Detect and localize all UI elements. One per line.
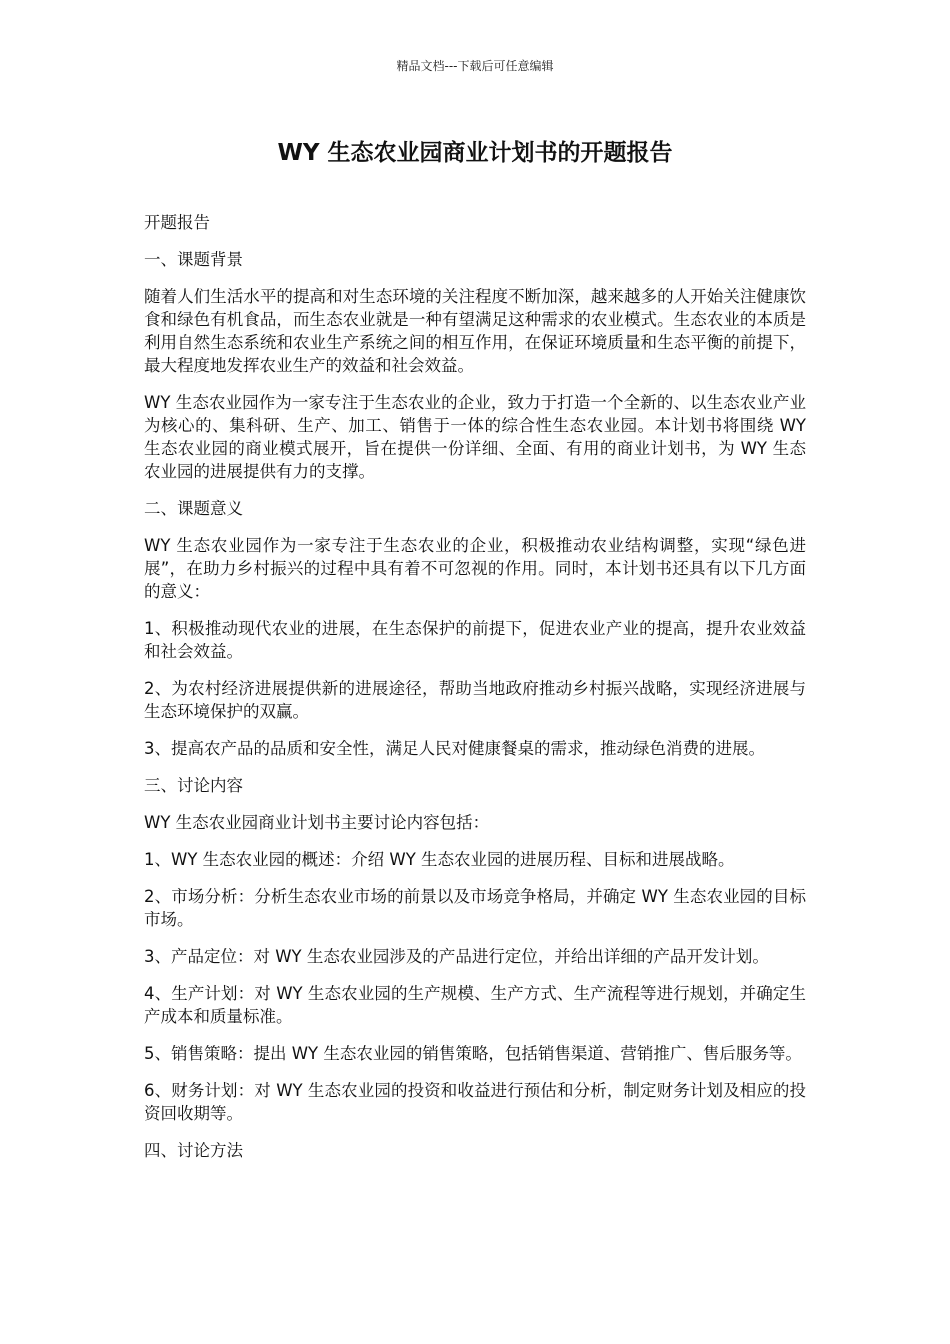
header-note: 精品文档---下载后可任意编辑 <box>396 59 554 73</box>
section-heading-significance: 二、课题意义 <box>144 499 243 518</box>
list-item: 5、销售策略：提出 WY 生态农业园的销售策略，包括销售渠道、营销推广、售后服务等。 <box>144 1044 802 1063</box>
list-item: 2、为农村经济进展提供新的进展途径，帮助当地政府推动乡村振兴战略，实现经济进展与生态环境保护的双赢。 <box>144 679 806 721</box>
paragraph: 随着人们生活水平的提高和对生态环境的关注程度不断加深，越来越多的人开始关注健康饮食和绿色有机食品，而生态农业就是一种有望满足这种需求的农业模式。生态农业的本质是利用自然生态系统和农业生产系统之间的相互作用，在保证环境质量和生态平衡的前提下，最大程度地发挥农业生产的效益和社会效益。 <box>144 287 806 375</box>
list-item: 3、提高农产品的品质和安全性，满足人民对健康餐桌的需求，推动绿色消费的进展。 <box>144 739 765 758</box>
list-item: 3、产品定位：对 WY 生态农业园涉及的产品进行定位，并给出详细的产品开发计划。 <box>144 947 769 966</box>
paragraph: WY 生态农业园作为一家专注于生态农业的企业，致力于打造一个全新的、以生态农业产业为核心的、集科研、生产、加工、销售于一体的综合性生态农业园。本计划书将围绕 WY 生态农业园的商业模式展开，旨在提供一份详细、全面、有用的商业计划书，为 WY 生态农业园的进展提供有力的支撑。 <box>144 393 806 481</box>
list-item: 1、WY 生态农业园的概述：介绍 WY 生态农业园的进展历程、目标和进展战略。 <box>144 850 735 869</box>
list-item: 4、生产计划：对 WY 生态农业园的生产规模、生产方式、生产流程等进行规划，并确定生产成本和质量标准。 <box>144 984 806 1026</box>
section-heading-methods: 四、讨论方法 <box>144 1141 243 1160</box>
list-item: 2、市场分析：分析生态农业市场的前景以及市场竞争格局，并确定 WY 生态农业园的目标市场。 <box>144 887 806 929</box>
document-body <box>144 211 806 1176</box>
section-heading-content: 三、讨论内容 <box>144 776 243 795</box>
paragraph-report-label: 开题报告 <box>144 213 210 232</box>
paragraph: WY 生态农业园商业计划书主要讨论内容包括： <box>144 813 490 832</box>
list-item: 1、积极推动现代农业的进展，在生态保护的前提下，促进农业产业的提高，提升农业效益和社会效益。 <box>144 619 806 661</box>
section-heading-background: 一、课题背景 <box>144 250 243 269</box>
paragraph: WY 生态农业园作为一家专注于生态农业的企业，积极推动农业结构调整，实现“绿色进展”，在助力乡村振兴的过程中具有着不可忽视的作用。同时，本计划书还具有以下几方面的意义： <box>144 536 806 601</box>
list-item: 6、财务计划：对 WY 生态农业园的投资和收益进行预估和分析，制定财务计划及相应的投资回收期等。 <box>144 1081 806 1123</box>
document-title: WY 生态农业园商业计划书的开题报告 <box>277 140 673 166</box>
